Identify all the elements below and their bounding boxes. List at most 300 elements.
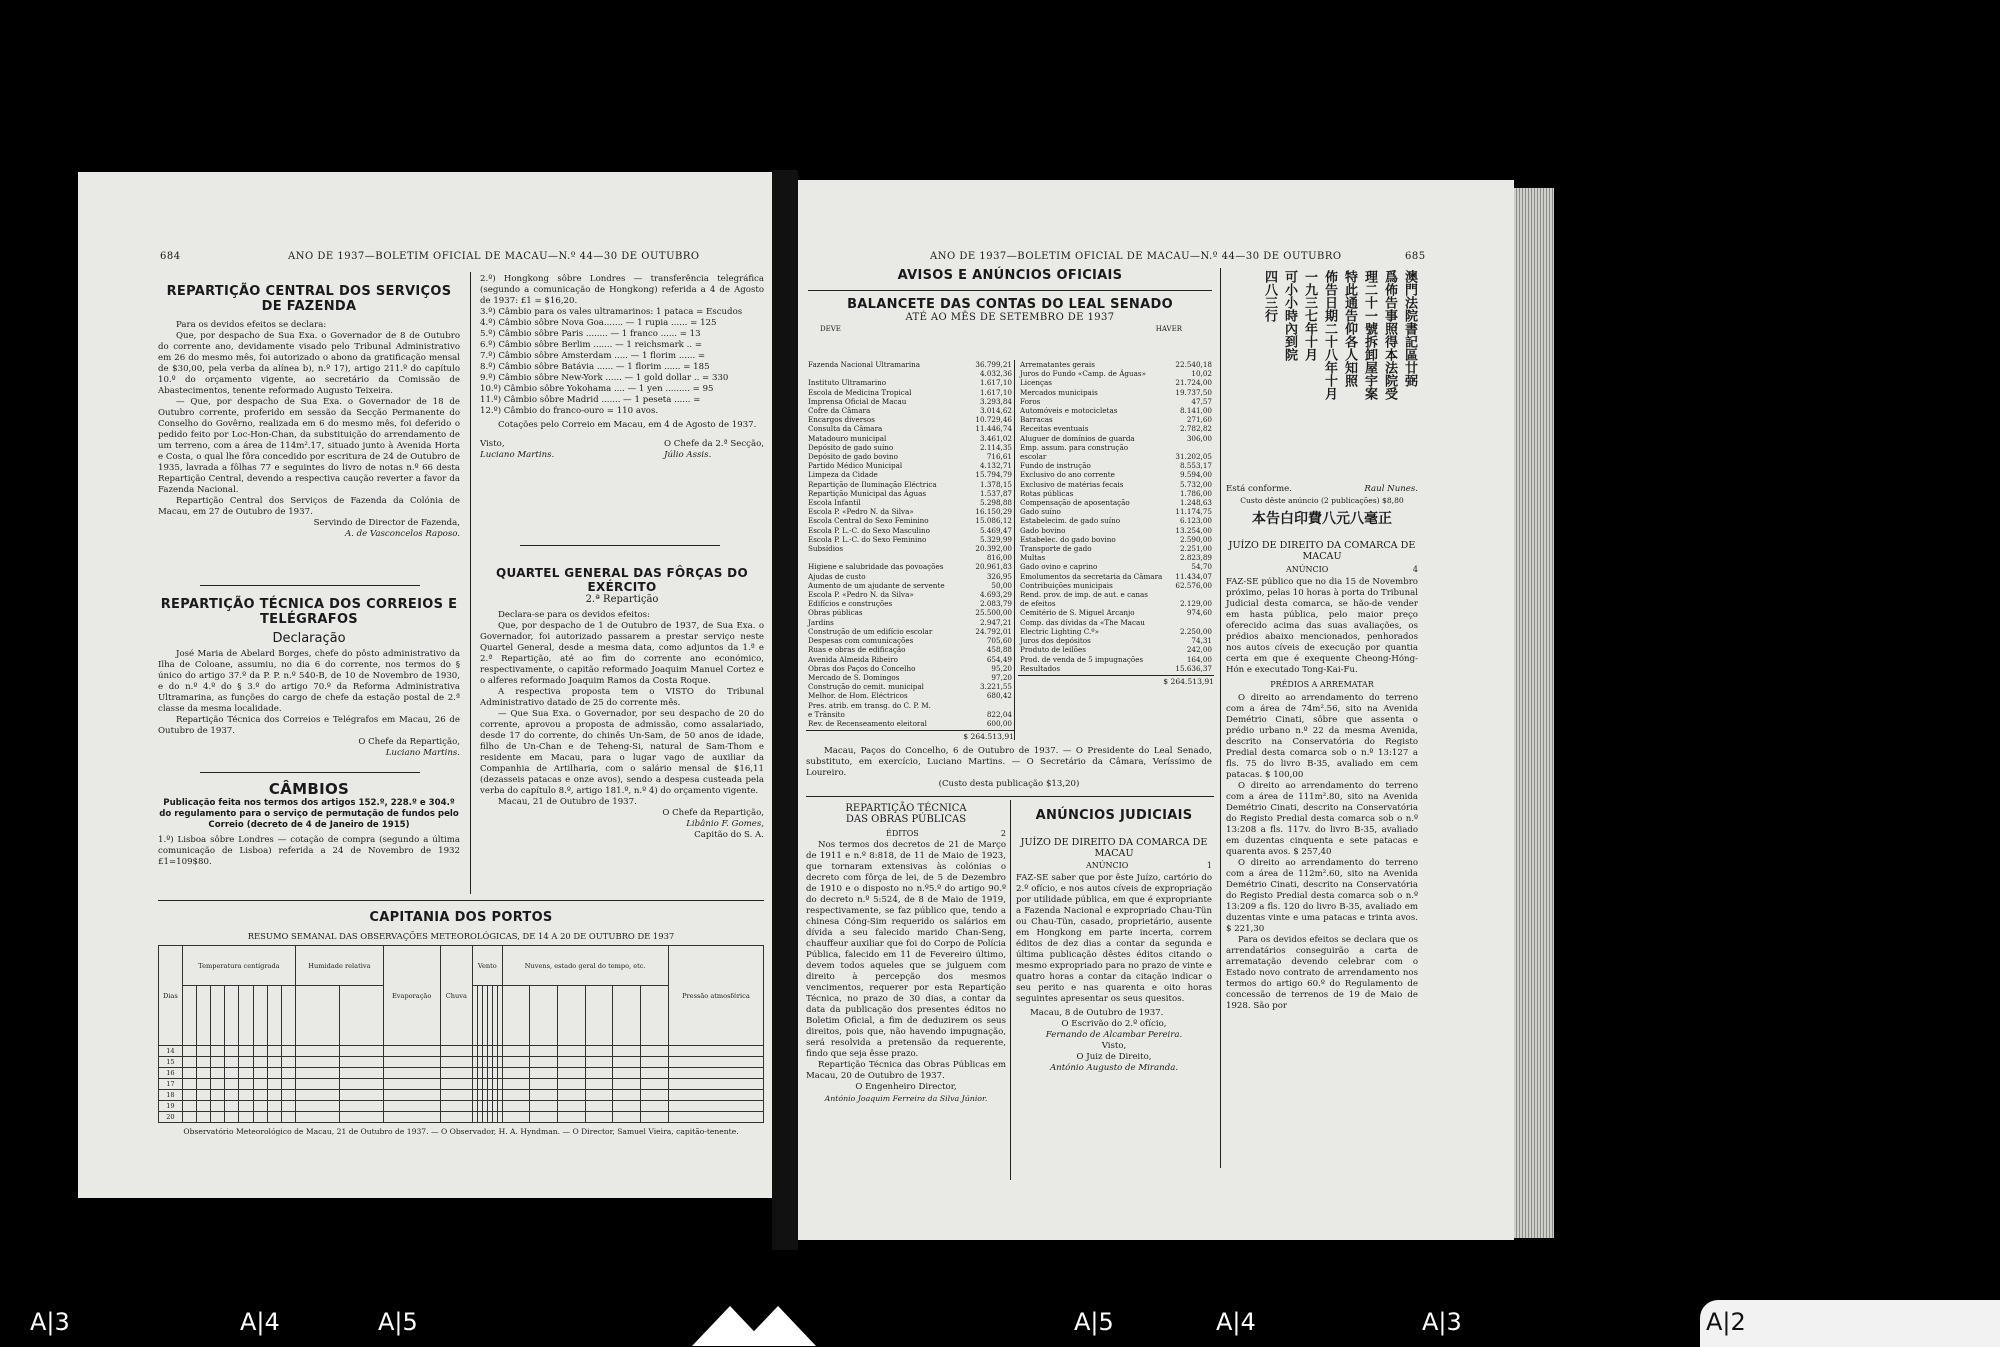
debit-row [806,553,1014,562]
account-label: Construção do cemit. municipal [808,682,924,692]
debit-row [806,682,1014,691]
account-value: 15.086,12 [975,516,1012,526]
account-value: 20.392,00 [975,544,1012,554]
chinese-notice [1226,270,1418,478]
account-value: 1.537,87 [979,488,1012,498]
juizo2-p1: FAZ-SE público que no dia 15 de Novembro próximo, pelas 10 horas à porta do Tribunal Judicial desta comarca, se hão-de vender em hasta pública, pelo maior preço oferecido acima das suas avaliações, os prédios abaixo mencionados, penhorados nos autos cíveis de execução por quantia certa em que é exequente Cheong-Hóng-Hón e executado Tong-Kai-Fu. [1226,577,1418,675]
account-label: Prod. de venda de 5 impugnações [1020,654,1144,664]
account-value: 5.329,99 [979,534,1012,544]
credit-row [1018,443,1214,452]
account-value: 13.254,00 [1175,525,1212,535]
credit-row [1018,526,1214,535]
deve-label: DEVE [820,325,841,333]
debit-row [806,562,1014,571]
account-label: Emp. assum. para construção [1020,442,1129,452]
film-label: A|3 [1422,1308,1462,1336]
fazenda-p3: Repartição Central dos Serviços de Fazenda da Colónia de Macau, em 27 de Outubro de 1937. [158,496,460,517]
account-label: Imprensa Oficial de Macau [808,396,907,406]
account-value [1171,443,1214,452]
debit-row [806,424,1014,433]
balancete-title: BALANCETE DAS CONTAS DO LEAL SENADO [847,297,1173,312]
account-value: 816,00 [986,553,1012,563]
debit-row [806,701,1014,710]
debit-row [806,461,1014,470]
debit-row [806,599,1014,608]
credit-row [1018,516,1214,525]
account-label: e Trânsito [808,709,845,719]
quartel-lead: Declara-se para os devidos efeitos: [498,610,650,620]
account-value: 458,88 [986,645,1012,655]
cambios-continued [480,274,764,461]
account-value: 25.500,00 [975,608,1012,618]
account-value: 2.250,00 [1179,626,1212,636]
column-divider [470,272,471,894]
debit-table [806,360,1014,728]
account-label: Encargos diversos [808,415,875,425]
juizo2-item: O direito ao arrendamento do terreno com a área de 74m².56, sito na Avenida Demétrio Cinati, sôbre que assenta o prédio urbano n.º 22 da mesma Avenida, descrito na Conservatória do Registo Predial desta comarca sob o n.º 13:127 a fls. 75 do livro B-35, avaliado em cem patacas. $ 100,00 [1226,693,1418,780]
account-label: Arrematantes gerais [1020,360,1095,369]
account-label: Escola P. L.-C. do Sexo Masculino [808,525,930,535]
account-label: escolar [1020,452,1047,462]
account-label: Exclusivo do ano corrente [1020,470,1115,480]
account-label: Cofre da Câmara [808,406,871,416]
cambios-visto: Visto, [480,439,505,449]
judiciais-sign3: O Juiz de Direito, [1076,1052,1152,1062]
credit-row [1018,498,1214,507]
credit-row [1018,369,1214,378]
debit-row [806,645,1014,654]
obras-p1: Nos termos dos decretos de 21 de Março de 1911 e n.º 8:818, de 11 de Maio de 1923, que tornaram extensivas às colónias o decreto com fôrça de lei, de 5 de Dezembro de 1910 e o disposto no n.º5.º do artigo 90.º do decreto n.º 5:524, de 8 de Maio de 1919, respectivamente, se faz público que, tendo a chinesa Cóng-Sim requerido os salários em dívida a seu falecido marido Chan-Seng, chauffeur auxiliar que foi do Corpo de Polícia Pública, falecido em 11 de Fevereiro último, devem todos aqueles que se julguem com direito à percepção dos mesmos vencimentos, requerer por esta Repartição Técnica, no prazo de 30 dias, a contar da data da publicação dos presentes éditos no Boletim Oficial, a fim de deduzirem os seus direitos, pois que, não havendo impugnação, será resolvida a pretensão da requerente, findo que seja êsse prazo. [806,840,1006,1059]
obras-section [806,803,1006,1104]
quartel-date: Macau, 21 de Outubro de 1937. [498,797,637,807]
account-label: Depósito de gado suíno [808,442,894,452]
account-label: Pres. atrib. em transg. do C. P. M. [808,700,931,710]
account-label: Escola de Medicina Tropical [808,387,912,397]
right-page-header: ANO DE 1937—BOLETIM OFICIAL DE MACAU—N.º 44—30 DE OUTUBRO [930,251,1342,262]
account-value: 2.129,00 [1179,599,1212,609]
correios-p1: José Maria de Abelard Borges, chefe do pôsto administrativo da Ilha de Coloane, assumiu, no dia 6 do corrente, nos termos do § único do artigo 37.º da P. P. n.º 540-B, de 10 de Novembro de 1930, e do n.º 4.º do § 3.º do artigo 70.º da Reforma Administrativa Ultramarina, as funções do cargo de chefe da estação postal de 2.ª classe da mesma localidade. [158,649,460,714]
chinese-custo: Custo dêste anúncio (2 publicações) $8,80 [1240,496,1404,505]
left-page-number: 684 [160,251,181,262]
account-value: 10,02 [1191,369,1212,379]
cambios-rate: 6.º) Câmbio sôbre Berlim ....... — 1 reichsmark .. = [480,340,703,350]
meteo-head: Humidade relativa [296,946,384,986]
obras-sign1: O Engenheiro Director, [855,1082,957,1092]
credit-row [1018,535,1214,544]
account-label: Escola P. L.-C. do Sexo Feminino [808,534,927,544]
divider [806,796,1214,797]
account-label: Escola P. «Pedro N. da Silva» [808,507,914,517]
chinese-col: 爲佈告事照得本法院受 [1382,270,1397,400]
juizo2-title: JUÍZO DE DIREITO DA COMARCA DE MACAU [1228,540,1416,562]
account-label: Transporte de gado [1020,544,1092,554]
quartel-sign3: Capitão do S. A. [694,830,764,840]
account-label: Ruas e obras de edificação [808,645,906,655]
fazenda-lead: Para os devidos efeitos se declara: [176,320,327,330]
account-label: Construção de um edifício escolar [808,626,933,636]
account-value: 2.590,00 [1179,534,1212,544]
capitania-footer: Observatório Meteorológico de Macau, 21 de Outubro de 1937. — O Observador, H. A. Hyndman. — O Director, Samuel Vieira, capitão-tenente. [183,1127,739,1136]
juizo2-anuncio-row [1226,565,1418,574]
debit-row [806,397,1014,406]
debit-row [806,636,1014,645]
balancete-subtitle: ATÉ AO MÊS DE SETEMBRO DE 1937 [905,312,1115,323]
credit-total: $ 264.513,91 [1018,675,1214,687]
cambios-chefe: O Chefe da 2.ª Secção, [664,439,764,449]
chinese-col: 可小小時內到院 [1282,270,1297,361]
chinese-col: 澳門法院書記區廿弼 [1402,270,1417,387]
conforme-name: Raul Nunes. [1364,484,1418,494]
account-label: Comp. das dívidas da «The Macau [1020,617,1145,627]
account-value: 716,61 [986,452,1012,462]
correios-subtitle: Declaração [272,631,346,646]
account-label: Juros do Fundo «Camp. de Águas» [1020,369,1147,379]
account-value: 705,60 [986,636,1012,646]
book-spine [772,170,798,1250]
credit-row [1018,434,1214,443]
juizo2-anuncio: ANÚNCIO [1286,565,1329,574]
judiciais-anuncio-row [1016,861,1212,870]
account-value: 2.083,79 [979,599,1012,609]
account-value: 97,20 [991,672,1012,682]
account-value: 1.617,10 [979,387,1012,397]
credit-row [1018,489,1214,498]
account-label: Consulta da Câmara [808,424,883,434]
capitania-section [158,910,764,1137]
credit-row [1018,627,1214,636]
credit-row [1018,461,1214,470]
account-value: 4.032,36 [979,369,1012,379]
chinese-col: 佈告日期二十八年十月 [1322,270,1337,400]
account-label: Ajudas de custo [808,571,866,581]
debit-row [806,627,1014,636]
credit-row [1018,581,1214,590]
meteo-head: Temperatura centígrada [182,946,295,986]
account-label: Fundo de instrução [1020,461,1091,471]
debit-row [806,507,1014,516]
account-label: Instituto Ultramarino [808,378,887,388]
account-value: 2.782,82 [1179,424,1212,434]
debit-row [806,710,1014,719]
account-value: 11.446,74 [975,424,1012,434]
account-label [806,553,967,562]
debit-row [806,498,1014,507]
quartel-p2: A respectiva proposta tem o VISTO do Tribunal Administrativo datado de 25 do corrente mês. [480,687,764,708]
account-label: Higiene e salubridade das povoações [808,562,944,572]
page-edges [1514,188,1554,1238]
credit-row [1018,645,1214,654]
film-label: A|5 [1074,1308,1114,1336]
fazenda-title: REPARTIÇÃO CENTRAL DOS SERVIÇOS DE FAZENDA [166,284,452,314]
account-label: Escola P. «Pedro N. da Silva» [808,590,914,600]
juizo2-item: O direito ao arrendamento do terreno com a área de 112m².60, sito na Avenida Demétrio Cinati, descrito na Conservatória do Registo Predial desta comarca sob o n.º 13:209 a fls. 120 do livro B-35, avaliado em duzentas vinte e uma patacas e trinta avos. $ 221,30 [1226,858,1418,934]
column-divider [1010,800,1011,1180]
debit-row [806,452,1014,461]
left-page-header: ANO DE 1937—BOLETIM OFICIAL DE MACAU—N.º 44—30 DE OUTUBRO [288,251,700,262]
account-value: 47,57 [1191,396,1212,406]
account-value [1171,618,1214,627]
credit-row [1018,397,1214,406]
film-marker-right [740,1306,816,1346]
meteo-day: 16 [159,1068,183,1079]
quartel-subtitle: 2.ª Repartição [585,594,659,605]
conforme-label: Está conforme. [1226,484,1292,494]
account-value: 3.293,84 [979,396,1012,406]
meteo-head: Vento [473,946,502,986]
divider [520,545,720,546]
account-label: Rotas públicas [1020,488,1074,498]
balancete-footer: Macau, Paços do Concelho, 6 de Outubro de 1937. — O Presidente do Leal Senado, substituto, em exercício, Luciano Martins. — O Secretário da Câmara, Veríssimo de Loureiro. [806,746,1212,778]
cambios-rate: 9.º) Câmbio sôbre New-York ...... — 1 gold dollar .. = 330 [480,373,729,383]
account-label: Despesas com comunicações [808,636,914,646]
credit-row [1018,608,1214,617]
debit-row [806,535,1014,544]
account-value: 6.123,00 [1179,516,1212,526]
judiciais-juizo: JUÍZO DE DIREITO DA COMARCA DE MACAU [1020,837,1208,859]
credit-row [1018,452,1214,461]
meteo-day: 14 [159,1046,183,1057]
account-label [806,369,967,378]
quartel-title: QUARTEL GENERAL DAS FÔRÇAS DO EXÉRCITO [496,566,748,594]
credit-row [1018,572,1214,581]
debit-total: $ 264.513,91 [806,730,1014,742]
debit-row [806,691,1014,700]
balancete-custo: (Custo desta publicação $13,20) [938,779,1080,789]
judiciais-sign1: O Escrivão do 2.º ofício, [1061,1019,1167,1029]
chinese-col: 四八三行 [1262,270,1277,322]
cambios-visto-name: Luciano Martins. [480,450,555,460]
account-value: 164,00 [1186,654,1212,664]
obras-p2: Repartição Técnica das Obras Públicas em Macau, 20 de Outubro de 1937. [806,1060,1006,1081]
debit-row [806,590,1014,599]
account-label: Gado ovino e caprino [1020,562,1098,572]
account-value: 680,42 [986,691,1012,701]
juizo2-item: O direito ao arrendamento do terreno com a área de 111m².80, sito na Avenida Demétrio Cinati, descrito na Conservatória do Registo Predial desta comarca sob o n.º 13:208 a fls. 117v. do livro B-35, avaliado em duzentas cinquenta e sete patacas e quarenta avos. $ 257,40 [1226,781,1418,857]
account-label: Repartição Municipal das Águas [808,488,927,498]
account-value: 1.617,10 [979,378,1012,388]
right-page-number: 685 [1405,251,1426,262]
debit-row [806,581,1014,590]
account-value: 11.174,75 [1175,507,1212,517]
account-value: 15.794,79 [975,470,1012,480]
account-value: 2.823,89 [1179,553,1212,563]
cambios-subtitle: Publicação feita nos termos dos artigos 152.º, 228.º e 304.º do regulamento para o serviço de permutação de fundos pelo Correio (decreto de 4 de Janeiro de 1915) [159,798,459,830]
credit-row [1018,424,1214,433]
balancete-footer-block [806,746,1212,790]
debit-row [806,618,1014,627]
credit-row [1018,618,1214,627]
meteo-head: Dias [159,946,183,1046]
account-value: 271,60 [1186,415,1212,425]
chinese-col: 特此通告仰各人知照 [1342,270,1357,387]
meteo-day: 17 [159,1079,183,1090]
correios-p2: Repartição Técnica dos Correios e Telégrafos em Macau, 26 de Outubro de 1937. [158,715,460,736]
account-label: Licenças [1020,378,1052,388]
cambios-signatures [480,439,764,461]
account-label: Compensação de aposentação [1020,498,1130,508]
judiciais-anuncio: ANÚNCIO [1086,861,1129,870]
account-value: 9.594,00 [1179,470,1212,480]
correios-sign2: Luciano Martins. [385,748,460,758]
debit-row [806,572,1014,581]
capitania-subtitle: RESUMO SEMANAL DAS OBSERVAÇÕES METEOROLÓGICAS, DE 14 A 20 DE OUTUBRO DE 1937 [247,931,675,941]
debit-row [806,608,1014,617]
juizo2-num: 4 [1412,565,1418,574]
account-label: Gado suíno [1020,507,1061,517]
quartel-sign1: O Chefe da Repartição, [662,808,764,818]
account-label: Escola Infantil [808,498,861,508]
cambios-rate: 12.º) Câmbio do franco-ouro = 110 avos. [480,406,659,416]
debit-row [806,544,1014,553]
credit-row [1018,544,1214,553]
credit-row [1018,360,1214,369]
cambios-item3: 3.º) Câmbio para os vales ultramarinos: 1 pataca = Escudos [480,307,743,317]
account-label: Exclusivo de matérias fecais [1020,479,1124,489]
judiciais-sign2: Fernando de Alcambar Pereira. [1045,1030,1183,1040]
haver-label: HAVER [1155,325,1182,333]
quartel-p3: — Que Sua Exa. o Governador, por seu despacho de 20 do corrente, aprovou a proposta de admissão, como assalariado, desde 17 do corrente, do chinês Un-Sam, de 50 anos de idade, filho de Un-Chan e de Teheng-Si, natural de Sam-Thom e residente em Macau, para o lugar vago de auxiliar da Companhia de Artilharia, com o salário mensal de $16,11 (dezasseis patacas e onze avos), sendo a despesa custeada pela verba do capítulo 8.º, artigo 181.º, n.º 4) do orçamento vigente. [480,709,764,796]
correios-sign1: O Chefe da Repartição, [358,737,460,747]
credit-row [1018,655,1214,664]
account-label: Depósito de gado bovino [808,452,898,462]
meteo-day: 18 [159,1090,183,1101]
credit-row [1018,507,1214,516]
fazenda-p1: Que, por despacho de Sua Exa. o Governador de 8 de Outubro do corrente ano, devidamente visado pelo Tribunal Administrativo em 26 do mesmo mês, foi autorizado o abono da gratificação mensal de $30,00, pela verba da alínea b), n.º 17), artigo 211.º do capítulo 10.º do orçamento vigente, ao secretário da Comissão de Abastecimentos, tenente reformado Augusto Teixeira. [158,331,460,396]
account-value: 4.132,71 [979,461,1012,471]
obras-num: 2 [1000,829,1006,838]
account-label: Melhor. de Hom. Eléctricos [808,691,908,701]
credit-row [1018,553,1214,562]
obras-title2: DAS OBRAS PÚBLICAS [845,814,967,825]
juizo2-section [1226,540,1418,1012]
account-label: Automóveis e motocicletas [1020,406,1118,416]
meteo-head: Evaporação [383,946,440,1046]
film-label: A|3 [30,1308,70,1336]
account-label: Obras dos Paços do Concelho [808,663,916,673]
account-value: 22.540,18 [1175,360,1212,369]
account-label: Avenida Almeida Ribeiro [808,654,898,664]
debit-row [806,470,1014,479]
film-label: A|4 [1216,1308,1256,1336]
account-value [1171,590,1214,599]
cambios-rate: 11.º) Câmbio sôbre Madrid ....... — 1 peseta ...... = [480,395,701,405]
judiciais-date: Macau, 8 de Outubro de 1937. [1030,1008,1164,1018]
account-label: Barracas [1020,415,1053,425]
account-value: 36.799,21 [975,360,1012,369]
avisos-title: AVISOS E ANÚNCIOS OFICIAIS [897,268,1123,283]
account-value: 2.947,21 [979,617,1012,627]
debit-row [806,673,1014,682]
account-value: 54,70 [1191,562,1212,572]
chinese-footer [1226,484,1418,528]
chinese-col: 理二十一號拆卸屋宇案 [1362,270,1377,400]
account-value: 654,49 [986,654,1012,664]
obras-editos: ÉDITOS [886,829,919,838]
account-value: 74,31 [1191,636,1212,646]
account-label: Foros [1020,396,1041,406]
account-label: Escola Central do Sexo Feminino [808,516,929,526]
quartel-section [480,566,764,841]
account-label: de efeitos [1020,599,1056,609]
debit-row [806,480,1014,489]
meteo-head: Chuva [440,946,473,1046]
account-label: Edifícios e construções [808,599,893,609]
debit-row [806,655,1014,664]
judiciais-num: 1 [1206,861,1212,870]
credit-row [1018,406,1214,415]
cambios-rate: 4.º) Câmbio sôbre Nova Goa....... — 1 rupia ...... = 125 [480,318,717,328]
divider [200,772,420,773]
account-label: Cemitério de S. Miguel Arcanjo [1020,608,1135,618]
debit-row [806,526,1014,535]
balancete-credit [1018,360,1214,687]
account-label: Emolumentos da secretaria da Câmara [1020,571,1163,581]
account-value: 5.469,47 [979,525,1012,535]
debit-row [806,360,1014,369]
judiciais-section [1016,808,1212,1074]
account-label: Limpeza da Cidade [808,470,878,480]
account-value: 974,60 [1186,608,1212,618]
judiciais-title: ANÚNCIOS JUDICIAIS [1035,808,1193,823]
account-label: Estabelecim. de gado suíno [1020,516,1121,526]
debit-row [806,443,1014,452]
divider [200,585,420,586]
account-label: Mercados municipais [1020,387,1098,397]
debit-row [806,369,1014,378]
cambios-item2: 2.º) Hongkong sôbre Londres — transferência telegráfica (segundo a comunicação de Hongkong) referida a 4 de Agosto de 1937: £1 = $16,20. [480,274,764,306]
credit-row [1018,636,1214,645]
credit-row [1018,470,1214,479]
account-label: Receitas eventuais [1020,424,1089,434]
account-label: Repartição de Iluminação Eléctrica [808,479,937,489]
account-value: 19.737,50 [1175,387,1212,397]
cambios-section [158,780,460,868]
account-value: 4.693,29 [979,590,1012,600]
account-value: 3.014,62 [979,406,1012,416]
cambios-chefe-name: Júlio Assis. [664,450,712,460]
account-value: 50,00 [991,580,1012,590]
account-value: 11.434,07 [1175,571,1212,581]
account-label: Partido Médico Municipal [808,461,903,471]
obras-sign2: António Joaquim Ferreira da Silva Júnior. [824,1094,988,1103]
credit-row [1018,590,1214,599]
meteo-head: Pressão atmosférica [668,946,763,1046]
account-value: 3.221,55 [979,682,1012,692]
credit-row [1018,599,1214,608]
account-value: 306,00 [1186,433,1212,443]
account-value: 5.298,88 [979,498,1012,508]
account-label: Multas [1020,553,1046,563]
account-value: 31.202,05 [1175,452,1212,462]
account-label: Matadouro municipal [808,433,887,443]
cambios-item1: 1.º) Lisboa sôbre Londres — cotação de compra (segundo a última comunicação de Lisboa) referida a 24 de Novembro de 1932 £1=109$80. [158,835,460,867]
correios-title: REPARTIÇÃO TÉCNICA DOS CORREIOS E TELÉGRAFOS [160,597,458,627]
meteo-table [158,945,764,1123]
account-value: 62.576,00 [1175,580,1212,590]
account-label: Gado bovino [1020,525,1066,535]
account-value: 3.461,02 [979,433,1012,443]
cambios-footer: Cotações pelo Correio em Macau, em 4 de Agosto de 1937. [498,420,757,430]
credit-table [1018,360,1214,673]
account-label: Aumento de um ajudante de servente [808,580,945,590]
account-value: 15.636,37 [1175,663,1212,673]
debit-row [806,415,1014,424]
account-value: 24.792,01 [975,626,1012,636]
account-label: Electric Lighting C.º» [1020,626,1100,636]
cambios-title: CÂMBIOS [268,780,350,798]
account-value: 1.378,15 [979,479,1012,489]
juizo2-predios: PRÉDIOS A ARREMATAR [1270,680,1374,689]
